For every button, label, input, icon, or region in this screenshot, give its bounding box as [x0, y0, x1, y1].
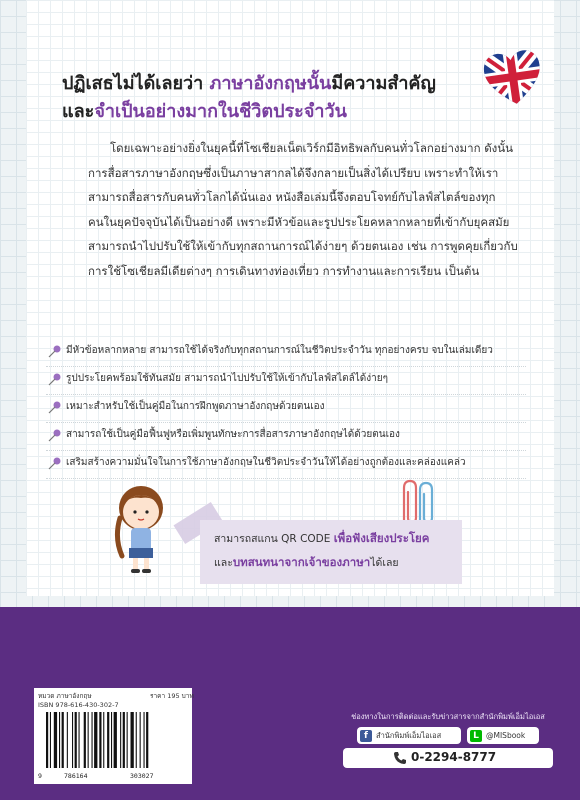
note-text: และ — [214, 557, 233, 569]
headline-text: มีความสำคัญ — [331, 73, 436, 94]
barcode-bar — [144, 712, 145, 768]
barcode-bar — [120, 712, 121, 768]
headline-accent: จำเป็นอย่างมากในชีวิตประจำวัน — [94, 101, 347, 122]
list-item-text: เสริมสร้างความมั่นใจในการใช้ภาษาอังกฤษในชีวิตประจำวันให้ได้อย่างถูกต้องและคล่องแคล่ว — [66, 457, 466, 468]
barcode-bar — [136, 712, 137, 768]
barcode-bar — [94, 712, 97, 768]
note-highlight: บทสนทนาจากเจ้าของภาษา — [232, 555, 371, 569]
list-item-text: รูปประโยคพร้อมใช้ทันสมัย สามารถนำไปปรับใช้ให้เข้ากับไลฟ์สไตล์ได้ง่ายๆ — [66, 373, 389, 384]
list-item — [46, 342, 526, 367]
barcode-bars — [44, 712, 184, 770]
barcode-box — [34, 688, 192, 784]
barcode-bar — [107, 712, 109, 768]
headline — [62, 70, 492, 126]
barcode-digits-left: 786164 — [64, 772, 88, 780]
pushpin-icon — [48, 429, 61, 442]
barcode-bar — [59, 712, 60, 768]
barcode-bar — [79, 712, 80, 768]
list-item-text: เหมาะสำหรับใช้เป็นคู่มือในการฝึกพูดภาษาอังกฤษด้วยตนเอง — [66, 401, 325, 412]
barcode-bar — [131, 712, 134, 768]
list-item-text: มีหัวข้อหลากหลาย สามารถใช้ได้จริงกับทุกสถานการณ์ในชีวิตประจำวัน ทุกอย่างครบ จบในเล่มเดียว — [66, 345, 493, 356]
note-text: ได้เลย — [370, 557, 399, 569]
girl-illustration — [112, 478, 170, 578]
list-item — [46, 426, 526, 451]
barcode-bar — [99, 712, 101, 768]
isbn-label: ISBN 978-616-430-302-7 — [38, 701, 119, 709]
barcode-bar — [88, 712, 89, 768]
barcode-bar — [62, 712, 64, 768]
barcode-bar — [111, 712, 112, 768]
facebook-link[interactable] — [357, 727, 461, 744]
list-item-text: สามารถใช้เป็นคู่มือฟื้นฟูหรือเพิ่มพูนทักษะการสื่อสารภาษาอังกฤษได้ด้วยตนเอง — [66, 429, 400, 440]
note-line — [214, 554, 399, 572]
barcode-bar — [123, 712, 125, 768]
price-label: ราคา 195 บาท — [150, 692, 194, 700]
pushpin-icon — [48, 345, 61, 358]
feature-list — [46, 342, 526, 482]
facebook-icon: f — [360, 730, 372, 742]
barcode-bar — [114, 712, 117, 768]
barcode-digits-right: 303027 — [130, 772, 154, 780]
barcode-bar — [50, 712, 51, 768]
barcode-bar — [140, 712, 141, 768]
phone-row[interactable] — [343, 748, 553, 768]
barcode-bar — [75, 712, 77, 768]
barcode-bar — [46, 712, 48, 768]
barcode-bar — [67, 712, 68, 768]
pushpin-icon — [48, 457, 61, 470]
list-item — [46, 398, 526, 423]
headline-accent: ภาษาอังกฤษนั้น — [209, 73, 332, 94]
barcode-digit: 9 — [38, 772, 42, 780]
note-text: สามารถสแกน QR CODE — [214, 533, 334, 545]
phone-number: 0-2294-8777 — [411, 750, 497, 764]
contact-title: ช่องทางในการติดต่อและรับข่าวสารจากสำนักพิมพ์เอ็มไอเอส — [351, 712, 545, 721]
phone-icon — [393, 751, 407, 765]
facebook-label: สำนักพิมพ์เอ็มไอเอส — [376, 731, 442, 740]
barcode-bar — [72, 712, 73, 768]
line-link[interactable] — [467, 727, 539, 744]
list-item — [46, 370, 526, 395]
line-label: @MISbook — [486, 731, 526, 740]
barcode-bar — [146, 712, 148, 768]
category-label: หมวด ภาษาอังกฤษ — [38, 692, 92, 700]
line-icon: L — [470, 730, 482, 742]
note-line — [214, 530, 429, 548]
pushpin-icon — [48, 401, 61, 414]
qr-note — [200, 520, 462, 584]
pushpin-icon — [48, 373, 61, 386]
headline-text: ปฏิเสธไม่ได้เลยว่า — [62, 73, 210, 94]
barcode-bar — [84, 712, 86, 768]
headline-text: และ — [62, 101, 95, 122]
body-paragraph: โดยเฉพาะอย่างยิ่งในยุคนี้ที่โซเชียลเน็ตเวิร์กมีอิทธิพลกับคนทั่วโลกอย่างมาก ดังนั้น การสื่อสารภาษาอังกฤษซึ่งเป็นภาษาสากลได้จึงกลายเป็นสิ่งได้เปรียบ เพราะทำให้เราสามารถสื่อสารกับคนทั่วโลกได้นั่นเอง หนังสือเล่มนี้จึงตอบโจทย์กับไลฟ์สไตล์ของทุกคนในยุคปัจจุบันได้เป็นอย่างดี เพราะมีหัวข้อและรูปประโยคหลากหลายที่เข้ากับยุคสมัย สามารถนำไปปรับใช้ให้เข้ากับทุกสถานการณ์ได้ง่ายๆ ด้วยตนเอง เช่น การพูดคุยเกี่ยวกับการใช้โซเชียลมีเดียต่างๆ การเดินทางท่องเที่ยว การทำงานและการเรียน เป็นต้น — [88, 141, 518, 278]
barcode-bar — [54, 712, 57, 768]
contact-box — [343, 711, 553, 781]
barcode-bar — [127, 712, 128, 768]
barcode-bar — [103, 712, 104, 768]
note-highlight: เพื่อฟังเสียงประโยค — [333, 531, 430, 545]
barcode-bar — [92, 712, 93, 768]
list-item — [46, 454, 526, 479]
